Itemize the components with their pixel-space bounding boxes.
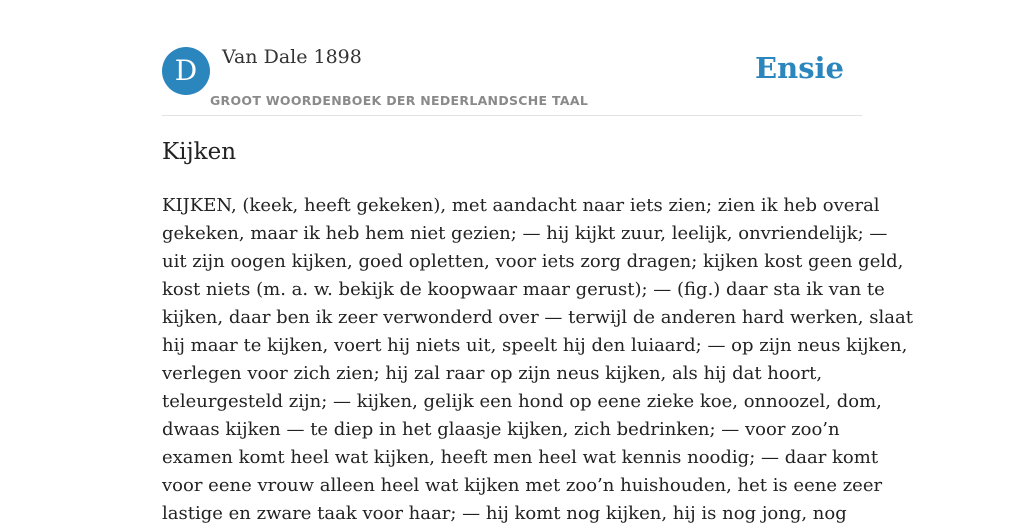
dictionary-logo[interactable]: D xyxy=(162,47,210,95)
definition-line: kost niets (m. a. w. bekijk de koopwaar maar gerust); — (fig.) daar sta ik van te xyxy=(162,279,885,300)
definition-line: kijken, daar ben ik zeer verwonderd over — terwijl de anderen hard werken, slaat xyxy=(162,307,913,328)
entry-definition xyxy=(162,192,913,528)
definition-line: dwaas kijken — te diep in het glaasje kijken, zich bedrinken; — voor zoo’n xyxy=(162,419,840,440)
header-divider xyxy=(162,115,862,116)
definition-line: voor eene vrouw alleen heel wat kijken met zoo’n huishouden, het is eene zeer xyxy=(162,475,883,496)
ensie-brand-logo[interactable]: Ensie xyxy=(755,51,844,85)
book-title[interactable]: Van Dale 1898 xyxy=(222,46,362,68)
dictionary-header xyxy=(162,46,862,116)
entry-title: Kijken xyxy=(162,139,237,165)
definition-line: uit zijn oogen kijken, goed opletten, voor iets zorg dragen; kijken kost geen geld, xyxy=(162,251,904,272)
definition-line: lastige en zware taak voor haar; — hij komt nog kijken, hij is nog jong, nog xyxy=(162,503,847,524)
definition-line: gekeken, maar ik heb hem niet gezien; — hij kijkt zuur, leelijk, onvriendelijk; — xyxy=(162,223,888,244)
book-subtitle: GROOT WOORDENBOEK DER NEDERLANDSCHE TAAL xyxy=(210,93,589,108)
definition-line: KIJKEN, (keek, heeft gekeken), met aandacht naar iets zien; zien ik heb overal xyxy=(162,195,880,216)
definition-line: verlegen voor zich zien; hij zal raar op zijn neus kijken, als hij dat hoort, xyxy=(162,363,823,384)
definition-line: examen komt heel wat kijken, heeft men heel wat kennis noodig; — daar komt xyxy=(162,447,879,468)
definition-line: teleurgesteld zijn; — kijken, gelijk een hond op eene zieke koe, onnoozel, dom, xyxy=(162,391,882,412)
definition-line: hij maar te kijken, voert hij niets uit, speelt hij den luiaard; — op zijn neus kijken, xyxy=(162,335,908,356)
